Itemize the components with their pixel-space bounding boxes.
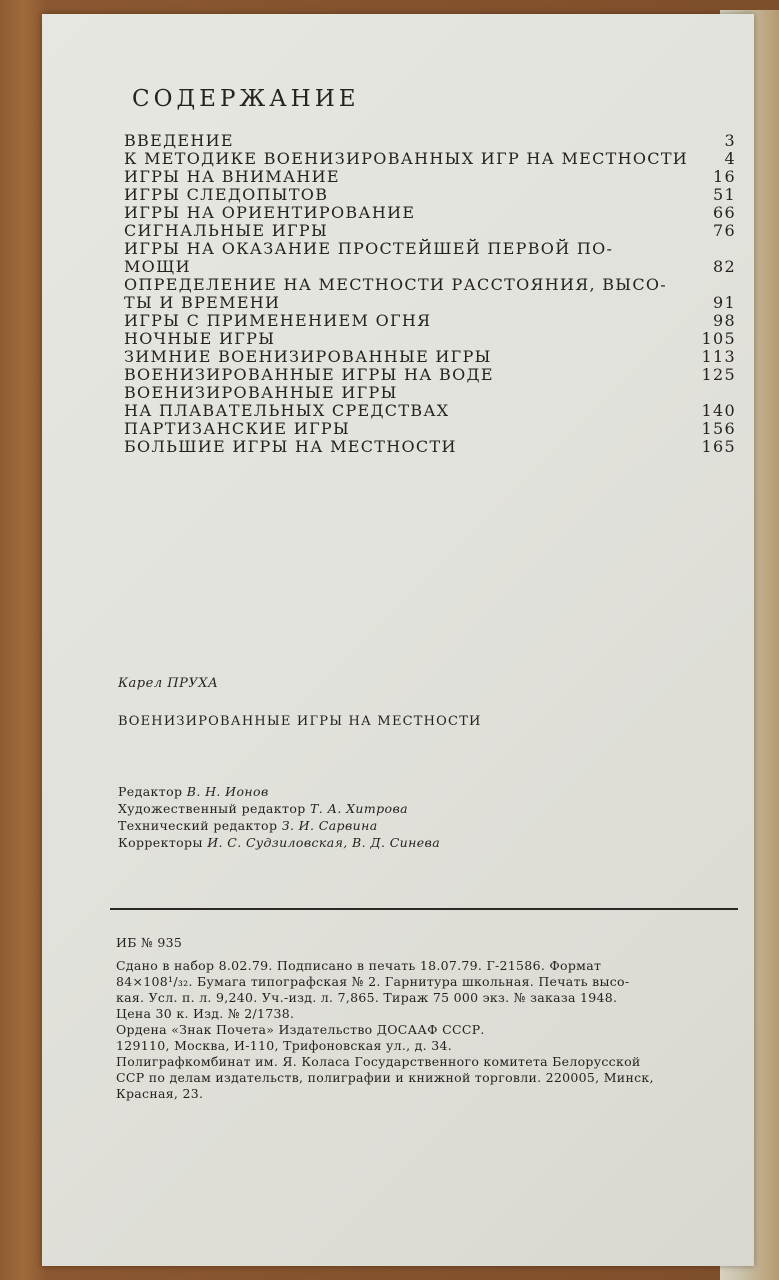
toc-entry-label: ИГРЫ НА ВНИМАНИЕ	[124, 167, 340, 186]
toc-entry-page: 16	[713, 167, 736, 186]
toc-entry-page: 156	[701, 419, 736, 438]
book-title: ВОЕНИЗИРОВАННЫЕ ИГРЫ НА МЕСТНОСТИ	[118, 714, 482, 729]
credit-name: З. И. Сарвина	[281, 818, 378, 833]
toc-entry-label: СИГНАЛЬНЫЕ ИГРЫ	[124, 221, 329, 240]
toc-entry-label: ИГРЫ СЛЕДОПЫТОВ	[124, 185, 329, 204]
toc-entry-label: ТЫ И ВРЕМЕНИ	[124, 293, 281, 312]
toc-entry-label: БОЛЬШИЕ ИГРЫ НА МЕСТНОСТИ	[124, 437, 457, 456]
toc-entry-page: 105	[701, 329, 736, 348]
toc-entry-page: 165	[701, 437, 736, 456]
imprint-ib-number: ИБ № 935	[116, 935, 183, 950]
credit-line	[118, 835, 440, 850]
credit-line	[118, 801, 408, 816]
toc-entry-label: ВОЕНИЗИРОВАННЫЕ ИГРЫ	[124, 383, 398, 402]
credit-name: И. С. Судзиловская, В. Д. Синева	[207, 835, 441, 850]
toc-entry-label: ВОЕНИЗИРОВАННЫЕ ИГРЫ НА ВОДЕ	[124, 365, 494, 384]
toc-entry-label: К МЕТОДИКЕ ВОЕНИЗИРОВАННЫХ ИГР НА МЕСТНОСТИ	[124, 149, 689, 168]
toc-entry-page: 3	[724, 131, 736, 150]
toc-entry-label: НА ПЛАВАТЕЛЬНЫХ СРЕДСТВАХ	[124, 401, 450, 420]
toc-entry-page: 82	[713, 257, 736, 276]
toc-entry-page: 4	[724, 149, 736, 168]
credit-line	[118, 818, 378, 833]
credit-role: Корректоры	[118, 835, 203, 850]
toc-entry-page: 113	[701, 347, 736, 366]
toc-entry-label: НОЧНЫЕ ИГРЫ	[124, 329, 276, 348]
toc-entry-page: 51	[713, 185, 736, 204]
toc-entry-label: ИГРЫ С ПРИМЕНЕНИЕМ ОГНЯ	[124, 311, 432, 330]
toc-entry-page: 98	[713, 311, 736, 330]
imprint-line: Сдано в набор 8.02.79. Подписано в печать 18.07.79. Г-21586. Формат	[116, 958, 602, 973]
imprint-line: Ордена «Знак Почета» Издательство ДОСААФ СССР.	[116, 1022, 485, 1037]
credit-name: В. Н. Ионов	[186, 784, 269, 799]
toc-heading: СОДЕРЖАНИЕ	[132, 86, 360, 112]
credit-role: Редактор	[118, 784, 183, 799]
imprint-line: Полиграфкомбинат им. Я. Коласа Государственного комитета Белорусской	[116, 1054, 641, 1069]
imprint-line: 129110, Москва, И-110, Трифоновская ул., д. 34.	[116, 1038, 453, 1053]
toc-entry-page: 91	[713, 293, 736, 312]
credit-line	[118, 784, 269, 799]
toc-entry-label: ПАРТИЗАНСКИЕ ИГРЫ	[124, 419, 350, 438]
imprint-line: кая. Усл. п. л. 9,240. Уч.-изд. л. 7,865. Тираж 75 000 экз. № заказа 1948.	[116, 990, 618, 1005]
toc-entry-label: МОЩИ	[124, 257, 191, 276]
credit-role: Художественный редактор	[118, 801, 306, 816]
imprint-line: Цена 30 к. Изд. № 2/1738.	[116, 1006, 295, 1021]
toc-entry-page: 140	[701, 401, 736, 420]
toc-entry-page: 66	[713, 203, 736, 222]
credit-role: Технический редактор	[118, 818, 278, 833]
imprint-line: Красная, 23.	[116, 1086, 204, 1101]
toc-entry-page: 125	[701, 365, 736, 384]
toc-entry-label: ЗИМНИЕ ВОЕНИЗИРОВАННЫЕ ИГРЫ	[124, 347, 492, 366]
divider-rule	[110, 908, 738, 910]
toc-entry-label: ИГРЫ НА ОРИЕНТИРОВАНИЕ	[124, 203, 416, 222]
author-name: Карел ПРУХА	[118, 676, 219, 691]
toc-entry-page: 76	[713, 221, 736, 240]
toc-entry-label: ВВЕДЕНИЕ	[124, 131, 234, 150]
toc-entry-label: ОПРЕДЕЛЕНИЕ НА МЕСТНОСТИ РАССТОЯНИЯ, ВЫСО-	[124, 275, 668, 294]
toc-entry-label: ИГРЫ НА ОКАЗАНИЕ ПРОСТЕЙШЕЙ ПЕРВОЙ ПО-	[124, 239, 614, 258]
imprint-line: 84×108¹/₃₂. Бумага типографская № 2. Гарнитура школьная. Печать высо-	[116, 974, 630, 989]
credit-name: Т. А. Хитрова	[310, 801, 408, 816]
imprint-line: ССР по делам издательств, полиграфии и книжной торговли. 220005, Минск,	[116, 1070, 654, 1085]
